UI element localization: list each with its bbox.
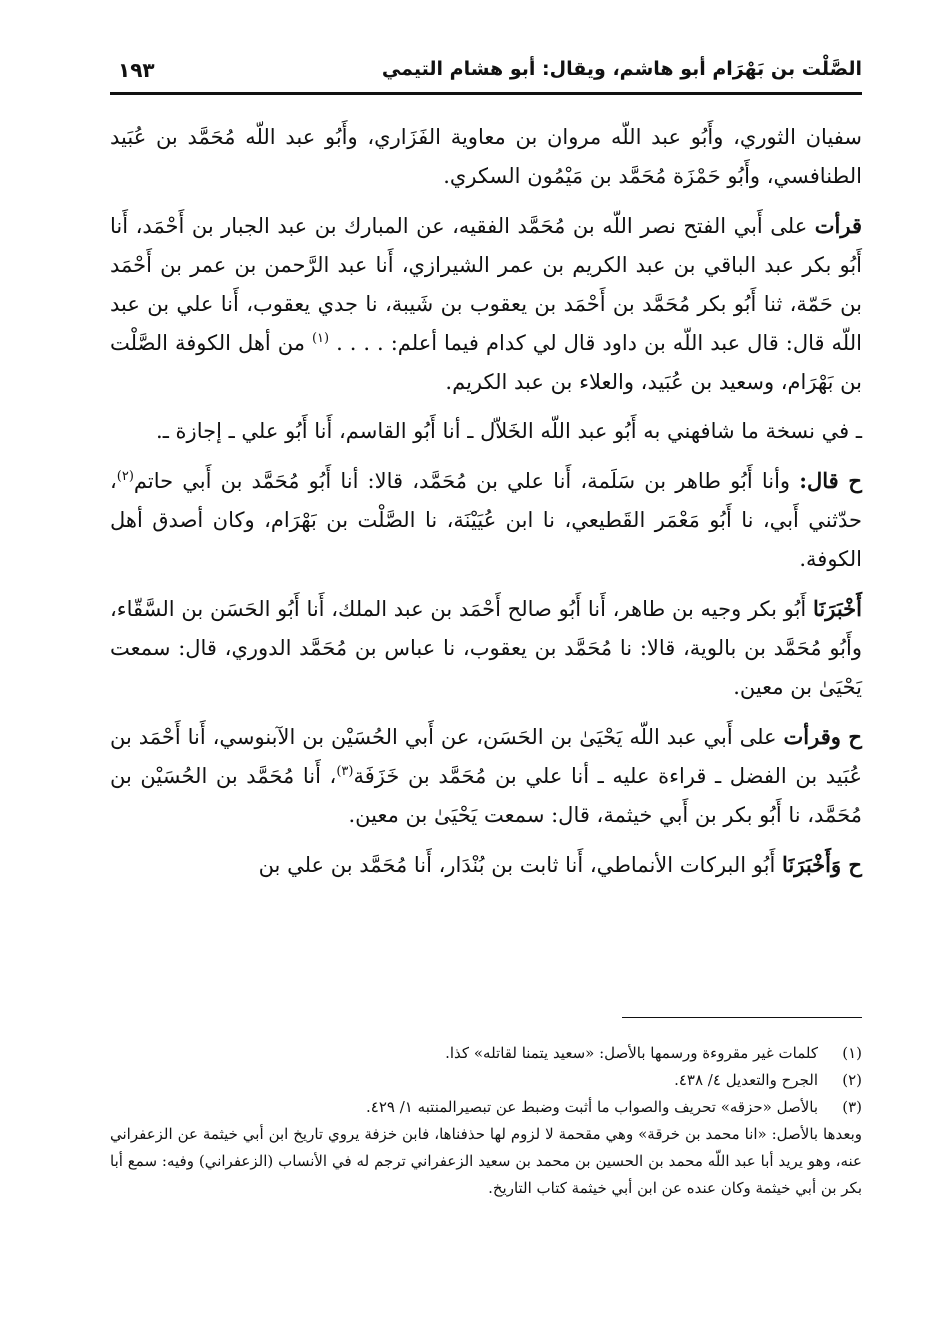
paragraph-lead-word: أَخْبَرَنَا — [813, 596, 862, 621]
footnote-text: الجرح والتعديل ٤/ ٤٣٨. — [674, 1071, 818, 1089]
footnote-2 — [110, 1067, 862, 1094]
footnote-ref-2[interactable]: (٢) — [116, 469, 134, 484]
footnote-number: (٢) — [842, 1071, 862, 1089]
paragraph-lead-word: قرأت — [814, 213, 862, 238]
paragraph-text: سفيان الثوري، وأَبُو عبد اللّه مروان بن معاوية الفَزَاري، وأَبُو عبد اللّه مُحَمَّد بن عُبَيد الطنافسي، وأَبُو حَمْزَة مُحَمَّد بن مَيْمُون السكري. — [110, 125, 862, 188]
footnote-3 — [110, 1094, 862, 1121]
page-header — [110, 56, 862, 90]
paragraph-7 — [110, 845, 862, 885]
paragraph-text: ، حدّثني أَبي، نا أَبُو مَعْمَر القَطيعي، نا ابن عُيَيْنَة، نا الصَّلْت بن بَهْرَام، وكان أصدق أهل الكوفة. — [110, 469, 862, 571]
header-rule — [110, 92, 862, 95]
paragraph-lead-word: ح قال: — [799, 468, 862, 493]
footnote-text: كلمات غير مقروءة ورسمها بالأصل: «سعيد يتمنا لقاتله» كذا. — [445, 1044, 818, 1062]
running-title: الصَّلْت بن بَهْرَام أبو هاشم، ويقال: أبو هشام التيمي — [381, 58, 862, 80]
paragraph-lead-word: ح وَأَخْبَرَنَا — [782, 852, 862, 877]
footnote-ref-1[interactable]: (١) — [311, 331, 330, 346]
paragraph-text: على أَبي الفتح نصر اللّه بن مُحَمَّد الفقيه، عن المبارك بن عبد الجبار بن أَحْمَد، أَنا أَبُو بكر عبد الباقي بن عبد الكريم بن عمر الشيرازي، أَنا عبد الرَّحمن بن عمر بن أَحْمَد بن حَمّة، ثنا أَبُو بكر مُحَمَّد بن أَحْمَد بن يعقوب بن شَيبة، نا جدي يعقوب، أَنا علي بن عبد اللّه قال: قال عبد اللّه بن داود قال لي كدام فيما أعلم: . . . . — [110, 214, 862, 355]
paragraph-text: وأنا أَبُو طاهر بن سَلَمة، أَنا علي بن مُحَمَّد، قالا: أنا أَبُو مُحَمَّد بن أَبي حاتم — [133, 469, 791, 493]
paragraph-2 — [110, 206, 862, 402]
footnote-text: بالأصل «حزقه» تحريف والصواب ما أثبت وضبط عن تبصيرالمنتبه ١/ ٤٢٩. — [366, 1098, 818, 1116]
paragraph-lead-word: ح وقرأت — [783, 724, 862, 749]
paragraph-3 — [110, 412, 862, 451]
paragraph-6 — [110, 717, 862, 835]
paragraph-text: من أهل الكوفة الصَّلْت بن بَهْرَام، وسعيد بن عُبَيد، والعلاء بن عبد الكريم. — [110, 331, 862, 394]
paragraph-4 — [110, 461, 862, 579]
paragraph-text: ـ في نسخة ما شافهني به أَبُو عبد اللّه الخَلاّل ـ أنا أَبُو القاسم، أَنا أَبُو علي ـ إجازة ـ. — [156, 419, 862, 443]
main-text — [110, 118, 862, 895]
footnote-3-continuation: وبعدها بالأصل: «انا محمد بن خرقة» وهي مقحمة لا لزوم لها حذفناها، فابن خزفة يروي تاريخ ابن أبي خيثمة عن الزعفراني عنه، وهو يريد أبا عبد اللّه محمد بن الحسين بن محمد بن سعيد الزعفراني ترجم له في الأنساب (الزعفراني) وفيه: سمع أبا بكر بن أبي خيثمة وكان عنده عن ابن أبي خيثمة كتاب التاريخ. — [110, 1125, 862, 1197]
paragraph-5 — [110, 589, 862, 707]
paragraph-text: ، أَنا مُحَمَّد بن الحُسَيْن بن مُحَمَّد، نا أَبُو بكر بن أَبي خيثمة، قال: سمعت يَحْيَىٰ بن معين. — [110, 764, 862, 827]
footnote-1 — [110, 1040, 862, 1067]
paragraph-text: أَبُو بكر وجيه بن طاهر، أَنا أَبُو صالح أَحْمَد بن عبد الملك، أَنا أَبُو الحَسَن بن السَّقّاء، وأَبُو مُحَمَّد بن بالوية، قالا: نا مُحَمَّد بن يعقوب، نا عباس بن مُحَمَّد الدوري، قال: سمعت يَحْيَىٰ بن معين. — [110, 597, 862, 699]
paragraph-text: على أَبي عبد اللّه يَحْيَىٰ بن الحَسَن، عن أَبي الحُسَيْن بن الآبنوسي، أَنا أَحْمَد بن عُبَيد بن الفضل ـ قراءة عليه ـ أنا علي بن مُحَمَّد بن خَزَفَة — [110, 725, 862, 788]
footnotes — [110, 1040, 862, 1202]
footnote-number: (١) — [842, 1044, 862, 1062]
footnote-ref-3[interactable]: (٣) — [336, 764, 354, 779]
footnote-number: (٣) — [842, 1098, 862, 1116]
paragraph-1 — [110, 118, 862, 196]
paragraph-text: أَبُو البركات الأنماطي، أَنا ثابت بن بُنْدَار، أَنا مُحَمَّد بن علي بن — [258, 853, 776, 877]
footnote-separator — [622, 1017, 862, 1018]
page-number: ١٩٣ — [118, 58, 155, 82]
